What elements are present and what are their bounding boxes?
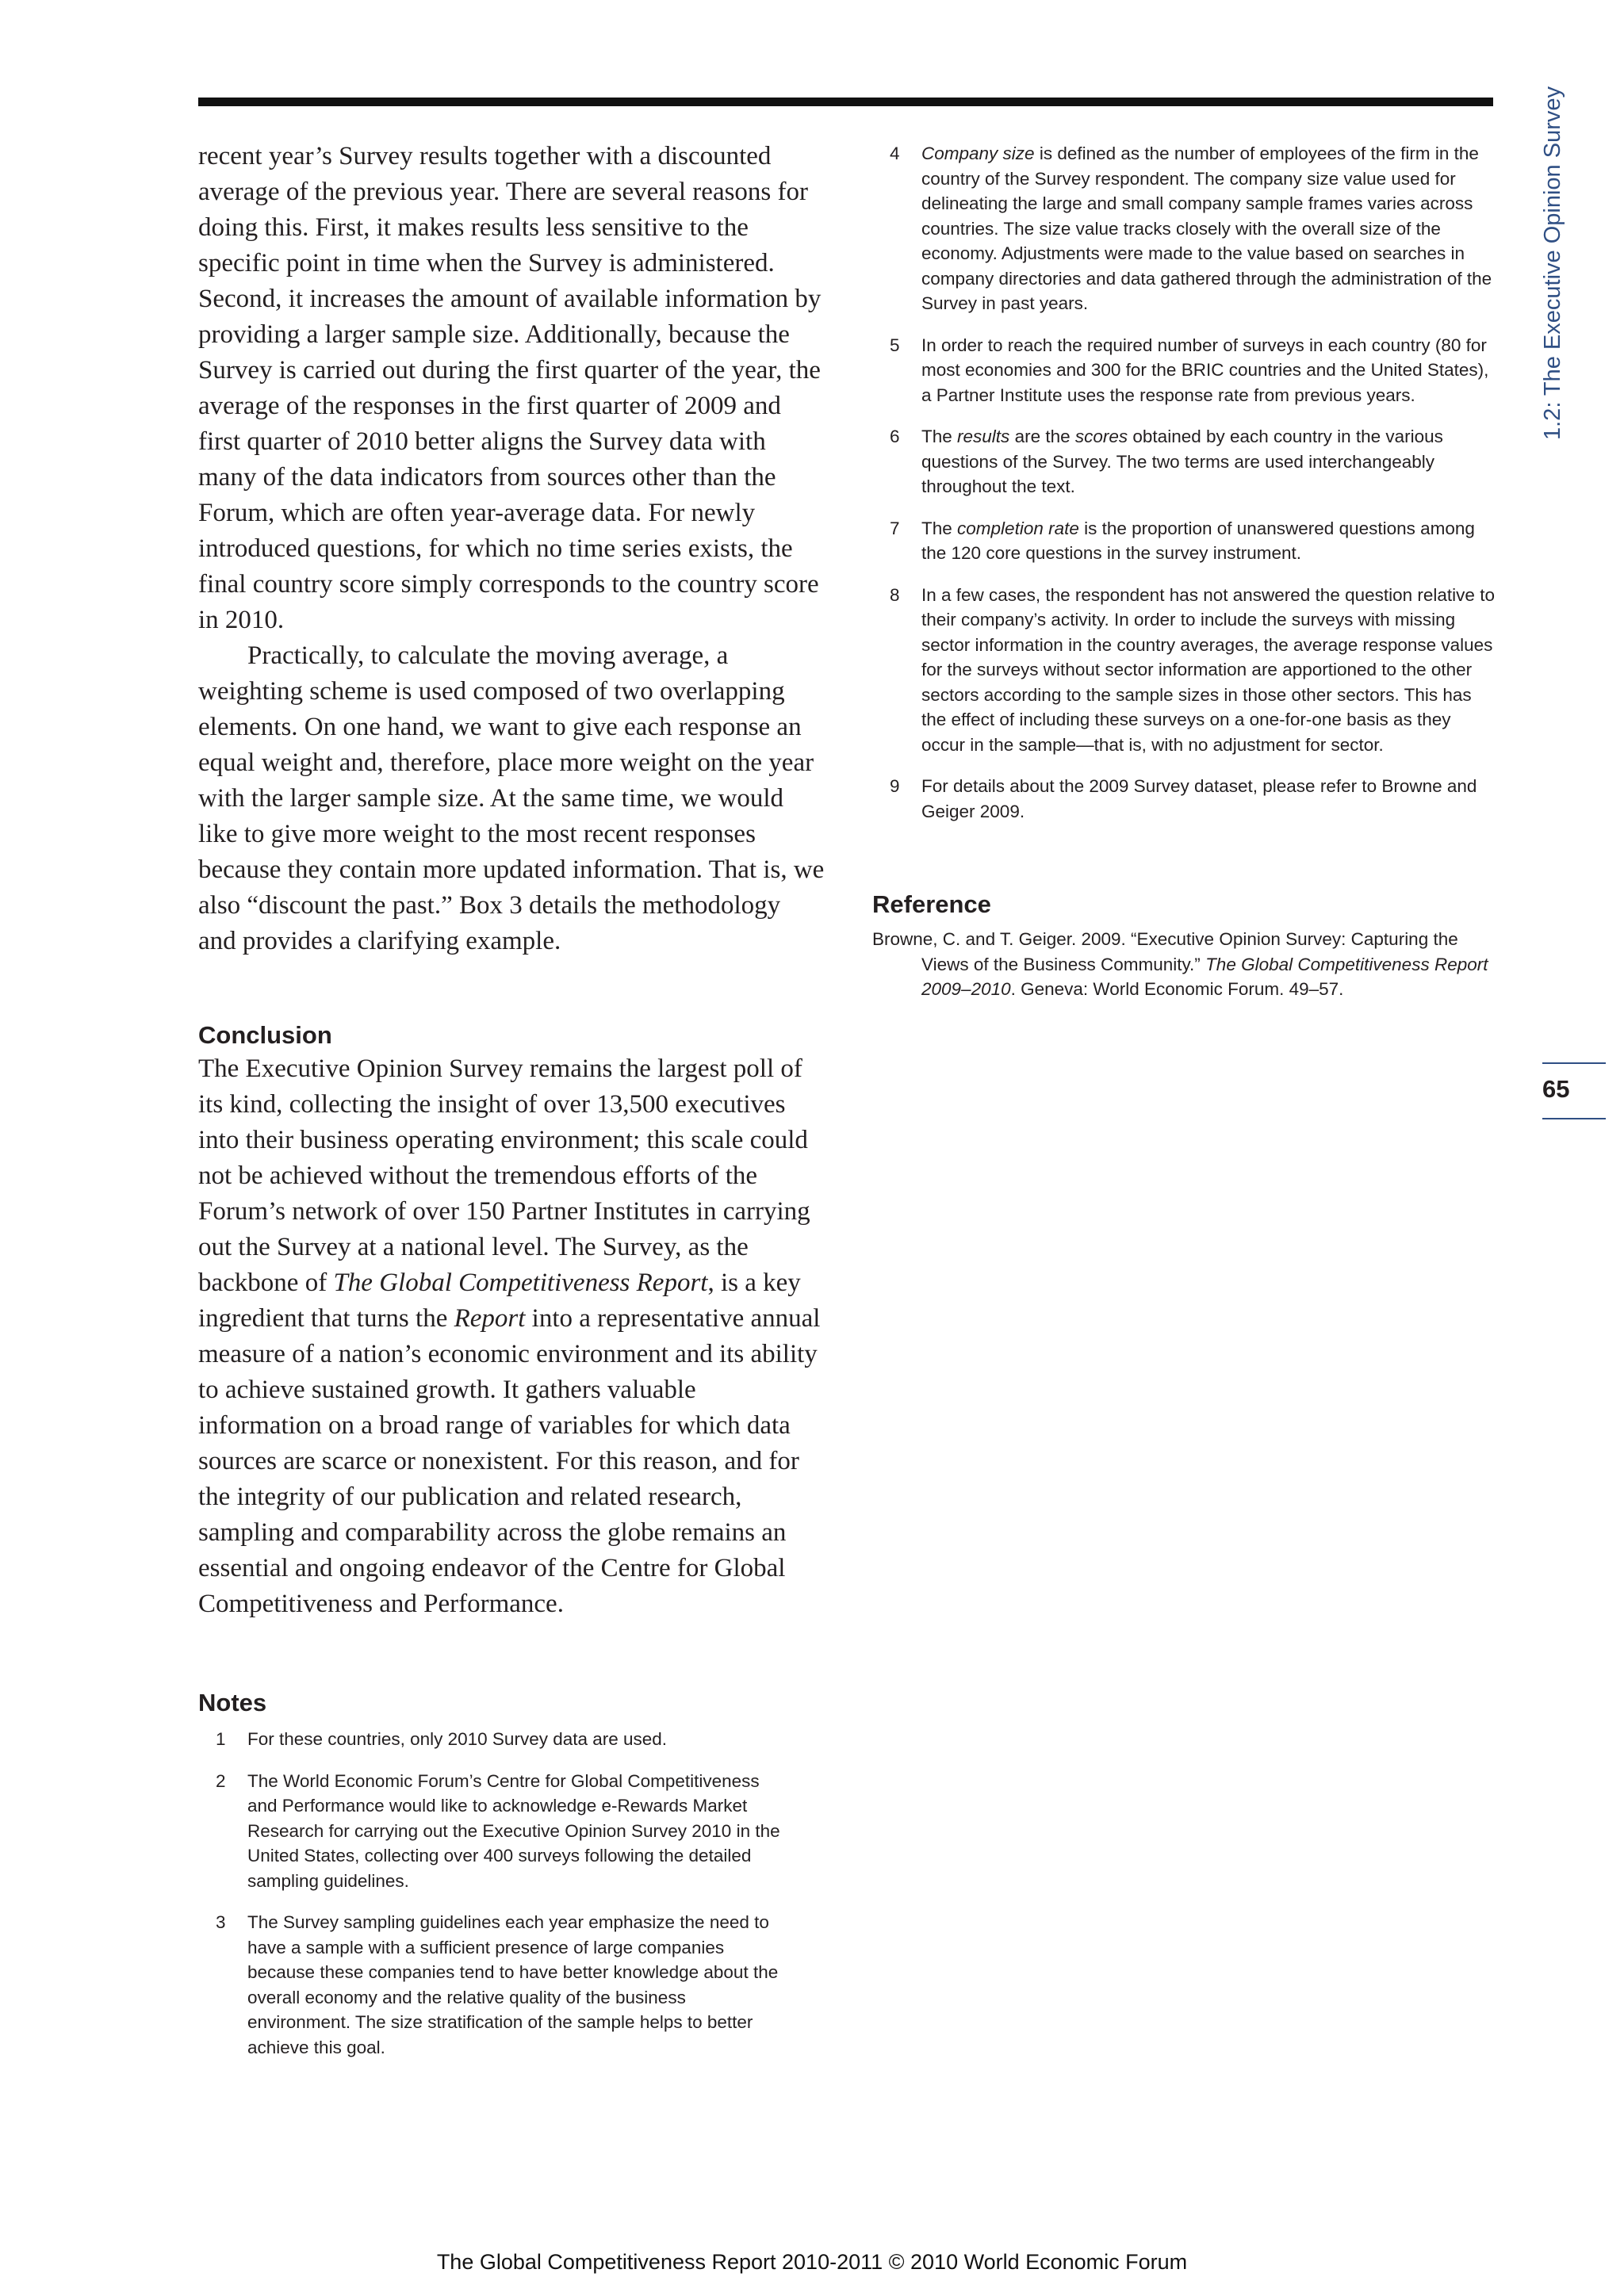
note-number: 3 [216,1912,226,1932]
left-column [198,139,825,2076]
note-item [198,1910,793,2060]
note-item [872,333,1499,408]
page-number-box [1542,1062,1606,1119]
body-paragraph: recent year’s Survey results together with a discounted average of the previous year. There are several reasons for doing this. First, it makes results less sensitive to the specific point in time when the Survey is administered. Second, it increases the amount of available information by providing a larger sample size. Additionally, because the Survey is carried out during the first quarter of the year, the average of the responses in the first quarter of 2009 and first quarter of 2010 better aligns the Survey data with many of the data indicators from sources other than the Forum, which are often year-average data. For newly introduced questions, for which no time series exists, the final country score simply corresponds to the country score in 2010. [198,142,822,634]
note-item [872,516,1499,566]
reference-entry [872,927,1499,1002]
note-item [198,1727,793,1752]
note-text: The [921,427,958,446]
page-number: 65 [1542,1075,1570,1103]
note-number: 2 [216,1770,226,1791]
page-footer: The Global Competitiveness Report 2010-2011 © 2010 World Economic Forum [436,2250,1188,2274]
note-text: obtained by each country in the various questions of the Survey. The two terms are used interchangeably throughout the text. [921,427,1443,496]
note-text: In order to reach the required number of surveys in each country (80 for most economies and 300 for the BRIC countries and the United States), a Partner Institute uses the response rate from previous years. [921,335,1489,405]
reference-heading: Reference [872,890,991,918]
note-item [872,141,1499,316]
conclusion-heading: Conclusion [198,1021,332,1049]
conclusion-text: The Executive Opinion Survey remains the largest poll of its kind, collecting the insight of over 13,500 executives into their business operating environment; this scale could not be achieved without the tremendous efforts of the Forum’s network of over 150 Partner Institutes in carrying out the Survey at a national level. The Survey, as the backbone of [198,1054,810,1297]
report-italic: Report [454,1304,526,1333]
note-text: is the proportion of unanswered questions among the 120 core questions in the survey instrument. [921,518,1475,563]
endnotes-list [872,141,1499,824]
note-item [198,1769,793,1894]
conclusion-text: into a representative annual measure of a nation’s economic environment and its ability to achieve sustained growth. It gathers valuable information on a broad range of variables for which data sources are scarce or nonexistent. For this reason, and for the integrity of our publication and related research, sampling and comparability across the globe remains an essential and ongoing endeavor of the Centre for Global Competitiveness and Performance. [198,1304,821,1618]
note-text: are the [1009,427,1075,446]
note-text: For details about the 2009 Survey dataset, please refer to Browne and Geiger 2009. [921,776,1477,821]
note-number: 1 [216,1729,226,1749]
note-number: 8 [890,584,900,605]
note-italic: completion rate [957,518,1079,538]
note-italic: scores [1074,427,1128,446]
top-rule [198,98,1493,106]
note-number: 7 [890,518,900,538]
note-number: 4 [890,144,900,163]
note-text: For these countries, only 2010 Survey data are used. [247,1729,668,1749]
conclusion-text: , is a key ingredient that turns the [198,1269,801,1333]
notes-list [198,1727,825,2060]
right-column [872,141,1499,1002]
note-italic: results [957,427,1010,446]
note-text: The World Economic Forum’s Centre for Global Competitiveness and Performance would like to acknowledge e-Rewards Market Research for carrying out the Executive Opinion Survey 2010 in the United States, collecting over 400 surveys following the detailed sampling guidelines. [247,1770,780,1891]
note-number: 9 [890,776,900,796]
note-text: In a few cases, the respondent has not answered the question relative to their company’s activity. In order to include the surveys with missing sector information in the country averages, the average response values for the surveys without sector information are apportioned to the other sectors according to the sample sizes in those other sectors. This has the effect of including these surveys on a one-for-one basis as they occur in the sample—that is, with no adjustment for sector. [921,584,1495,755]
reference-text: . Geneva: World Economic Forum. 49–57. [1010,979,1344,999]
note-italic: Company size [921,144,1035,163]
reference-text: Browne, C. and T. Geiger. 2009. “Executive Opinion Survey: Capturing the Views of the Business Community.” [872,929,1458,974]
section-tab: 1.2: The Executive Opinion Survey [1540,86,1565,440]
note-text: The [921,518,958,538]
note-item [872,424,1499,499]
notes-heading: Notes [198,1689,267,1716]
body-paragraph: Practically, to calculate the moving average, a weighting scheme is used composed of two overlapping elements. On one hand, we want to give each response an equal weight and, therefore, place more weight on the year with the larger sample size. At the same time, we would like to give more weight to the most recent responses because they contain more updated information. That is, we also “discount the past.” Box 3 details the methodology and provides a clarifying example. [198,641,825,955]
note-text: is defined as the number of employees of the firm in the country of the Survey respondent. The company size value used for delineating the large and small company sample frames varies across countries. The size value tracks closely with the overall size of the economy. Adjustments were made to the value based on searches in company directories and data gathered through the administration of the Survey in past years. [921,144,1492,313]
note-number: 6 [890,427,900,446]
conclusion-paragraph [198,1051,825,1622]
note-number: 5 [890,335,900,355]
note-item [872,583,1499,758]
reference-italic: The Global Competitiveness Report 2009–2010 [921,954,1488,999]
report-title-italic: The Global Competitiveness Report [333,1269,708,1297]
note-text: The Survey sampling guidelines each year emphasize the need to have a sample with a sufficient presence of large companies because these companies tend to have better knowledge about the overall economy and the relative quality of the business environment. The size stratification of the sample helps to better achieve this goal. [247,1912,779,2057]
note-item [872,774,1499,824]
